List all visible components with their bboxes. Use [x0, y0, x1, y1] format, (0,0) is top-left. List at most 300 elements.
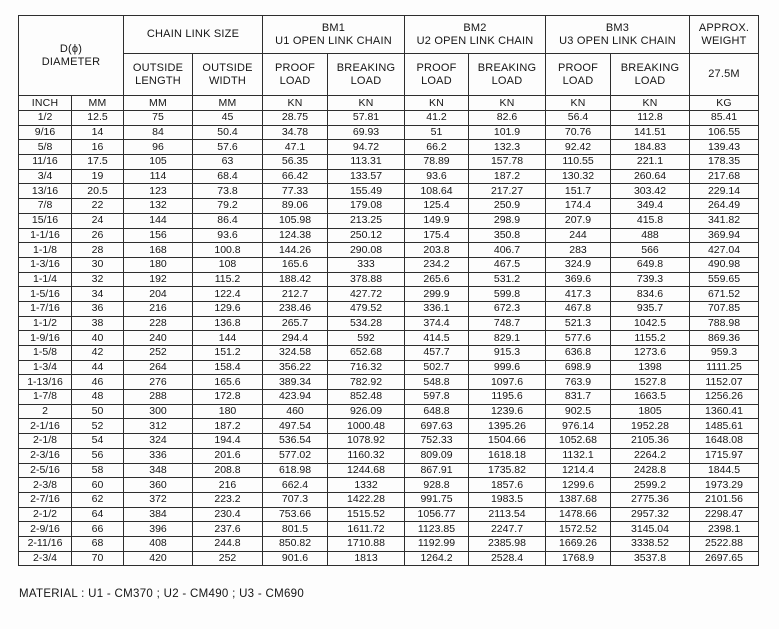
cell-mm: 22: [72, 199, 124, 214]
header-bm1-line1: BM1: [321, 21, 346, 34]
cell-bm1-proof-kn: 577.02: [263, 448, 328, 463]
cell-inch: 1-3/16: [19, 257, 72, 272]
cell-bm2-proof-kn: 457.7: [405, 346, 469, 361]
cell-bm1-breaking-kn: 133.57: [328, 169, 405, 184]
header-row-groups: [19, 16, 759, 54]
cell-bm1-proof-kn: 324.58: [263, 346, 328, 361]
cell-bm2-proof-kn: 809.09: [405, 448, 469, 463]
cell-weight-kg: 1715.97: [690, 448, 759, 463]
cell-outside-width-mm: 151.2: [193, 346, 263, 361]
cell-weight-kg: 671.52: [690, 287, 759, 302]
cell-bm2-breaking-kn: 1097.6: [469, 375, 546, 390]
table-row: [19, 257, 759, 272]
cell-bm2-proof-kn: 93.6: [405, 169, 469, 184]
cell-inch: 1-1/8: [19, 243, 72, 258]
table-row: [19, 301, 759, 316]
cell-bm3-breaking-kn: 2105.36: [611, 434, 690, 449]
breaking-line1: BREAKING: [620, 61, 680, 74]
cell-bm3-proof-kn: 244: [546, 228, 611, 243]
cell-inch: 1-13/16: [19, 375, 72, 390]
cell-weight-kg: 788.98: [690, 316, 759, 331]
cell-bm1-breaking-kn: 1813: [328, 551, 405, 566]
cell-bm1-breaking-kn: 378.88: [328, 272, 405, 287]
cell-outside-length-mm: 384: [124, 507, 193, 522]
cell-weight-kg: 2398.1: [690, 522, 759, 537]
cell-bm3-proof-kn: 1214.4: [546, 463, 611, 478]
cell-bm3-breaking-kn: 1952.28: [611, 419, 690, 434]
cell-bm3-proof-kn: 763.9: [546, 375, 611, 390]
proof-line2: LOAD: [421, 74, 452, 87]
cell-bm2-proof-kn: 1123.85: [405, 522, 469, 537]
cell-mm: 30: [72, 257, 124, 272]
cell-inch: 1-5/16: [19, 287, 72, 302]
cell-bm3-breaking-kn: 2599.2: [611, 478, 690, 493]
cell-bm3-breaking-kn: 141.51: [611, 125, 690, 140]
cell-mm: 19: [72, 169, 124, 184]
cell-outside-width-mm: 57.6: [193, 140, 263, 155]
cell-bm1-breaking-kn: 926.09: [328, 404, 405, 419]
cell-outside-length-mm: 180: [124, 257, 193, 272]
cell-weight-kg: 369.94: [690, 228, 759, 243]
cell-inch: 1-9/16: [19, 331, 72, 346]
cell-bm2-breaking-kn: 1195.6: [469, 390, 546, 405]
cell-bm1-proof-kn: 56.35: [263, 155, 328, 170]
table-row: [19, 448, 759, 463]
cell-weight-kg: 1256.26: [690, 390, 759, 405]
cell-bm2-breaking-kn: 250.9: [469, 199, 546, 214]
cell-outside-width-mm: 68.4: [193, 169, 263, 184]
unit-bm1-proof-kn: KN: [263, 96, 328, 111]
cell-bm3-proof-kn: 467.8: [546, 301, 611, 316]
cell-outside-width-mm: 216: [193, 478, 263, 493]
unit-outside-length-mm: MM: [124, 96, 193, 111]
cell-bm2-proof-kn: 648.8: [405, 404, 469, 419]
cell-bm3-proof-kn: 902.5: [546, 404, 611, 419]
cell-bm3-proof-kn: 1299.6: [546, 478, 611, 493]
cell-bm2-breaking-kn: 1504.66: [469, 434, 546, 449]
cell-inch: 3/4: [19, 169, 72, 184]
cell-weight-kg: 217.68: [690, 169, 759, 184]
cell-bm1-proof-kn: 34.78: [263, 125, 328, 140]
table-row: [19, 199, 759, 214]
cell-bm1-breaking-kn: 333: [328, 257, 405, 272]
cell-bm1-proof-kn: 124.38: [263, 228, 328, 243]
cell-bm1-proof-kn: 497.54: [263, 419, 328, 434]
cell-bm1-breaking-kn: 57.81: [328, 111, 405, 126]
cell-mm: 54: [72, 434, 124, 449]
cell-inch: 13/16: [19, 184, 72, 199]
cell-bm3-proof-kn: 1387.68: [546, 492, 611, 507]
table-row: [19, 419, 759, 434]
header-bm3-proof-load: [546, 54, 611, 96]
cell-mm: 12.5: [72, 111, 124, 126]
cell-outside-length-mm: 168: [124, 243, 193, 258]
cell-outside-length-mm: 324: [124, 434, 193, 449]
cell-bm2-breaking-kn: 406.7: [469, 243, 546, 258]
cell-mm: 26: [72, 228, 124, 243]
proof-line1: PROOF: [274, 61, 316, 74]
cell-bm1-breaking-kn: 213.25: [328, 213, 405, 228]
cell-weight-kg: 106.55: [690, 125, 759, 140]
cell-bm2-breaking-kn: 467.5: [469, 257, 546, 272]
cell-bm3-breaking-kn: 3537.8: [611, 551, 690, 566]
cell-bm3-proof-kn: 1768.9: [546, 551, 611, 566]
cell-inch: 2-3/8: [19, 478, 72, 493]
cell-mm: 38: [72, 316, 124, 331]
table-body: [19, 111, 759, 566]
cell-outside-width-mm: 165.6: [193, 375, 263, 390]
cell-outside-width-mm: 237.6: [193, 522, 263, 537]
cell-outside-width-mm: 79.2: [193, 199, 263, 214]
cell-bm3-proof-kn: 636.8: [546, 346, 611, 361]
cell-outside-width-mm: 158.4: [193, 360, 263, 375]
cell-bm2-proof-kn: 265.6: [405, 272, 469, 287]
cell-bm1-breaking-kn: 1244.68: [328, 463, 405, 478]
cell-mm: 34: [72, 287, 124, 302]
cell-weight-kg: 1648.08: [690, 434, 759, 449]
cell-bm1-breaking-kn: 1422.28: [328, 492, 405, 507]
cell-bm1-proof-kn: 536.54: [263, 434, 328, 449]
cell-outside-width-mm: 100.8: [193, 243, 263, 258]
cell-outside-length-mm: 192: [124, 272, 193, 287]
cell-mm: 58: [72, 463, 124, 478]
cell-outside-length-mm: 84: [124, 125, 193, 140]
cell-bm2-breaking-kn: 82.6: [469, 111, 546, 126]
cell-bm3-breaking-kn: 221.1: [611, 155, 690, 170]
cell-mm: 16: [72, 140, 124, 155]
header-bm2: [405, 16, 546, 54]
header-bm1-line2: U1 OPEN LINK CHAIN: [275, 34, 392, 47]
chain-link-spec-table: [18, 15, 759, 566]
cell-bm2-breaking-kn: 1983.5: [469, 492, 546, 507]
table-row: [19, 404, 759, 419]
cell-bm1-proof-kn: 265.7: [263, 316, 328, 331]
cell-bm3-proof-kn: 577.6: [546, 331, 611, 346]
cell-inch: 2-5/16: [19, 463, 72, 478]
cell-bm2-proof-kn: 175.4: [405, 228, 469, 243]
table-row: [19, 243, 759, 258]
cell-outside-width-mm: 86.4: [193, 213, 263, 228]
cell-bm1-breaking-kn: 94.72: [328, 140, 405, 155]
breaking-line2: LOAD: [634, 74, 666, 87]
cell-outside-width-mm: 63: [193, 155, 263, 170]
cell-bm3-breaking-kn: 649.8: [611, 257, 690, 272]
cell-bm2-breaking-kn: 157.78: [469, 155, 546, 170]
cell-bm3-proof-kn: 1572.52: [546, 522, 611, 537]
cell-bm2-breaking-kn: 1735.82: [469, 463, 546, 478]
cell-bm2-proof-kn: 66.2: [405, 140, 469, 155]
table-row: [19, 272, 759, 287]
breaking-line2: LOAD: [350, 74, 382, 87]
cell-outside-length-mm: 372: [124, 492, 193, 507]
cell-bm1-proof-kn: 618.98: [263, 463, 328, 478]
cell-bm2-proof-kn: 234.2: [405, 257, 469, 272]
cell-bm3-breaking-kn: 349.4: [611, 199, 690, 214]
header-bm2-line1: BM2: [463, 21, 487, 34]
cell-bm2-proof-kn: 108.64: [405, 184, 469, 199]
cell-bm3-proof-kn: 151.7: [546, 184, 611, 199]
cell-bm2-proof-kn: 597.8: [405, 390, 469, 405]
cell-bm1-breaking-kn: 852.48: [328, 390, 405, 405]
cell-bm1-breaking-kn: 1332: [328, 478, 405, 493]
cell-weight-kg: 869.36: [690, 331, 759, 346]
table-row: [19, 155, 759, 170]
cell-bm1-breaking-kn: 1710.88: [328, 536, 405, 551]
cell-outside-length-mm: 396: [124, 522, 193, 537]
cell-mm: 48: [72, 390, 124, 405]
header-approx-weight: [690, 16, 759, 54]
header-approx-weight-line2: WEIGHT: [701, 34, 747, 47]
cell-outside-length-mm: 252: [124, 346, 193, 361]
header-weight-length: 27.5M: [690, 54, 759, 96]
header-chain-link-size: CHAIN LINK SIZE: [124, 16, 263, 54]
cell-bm3-proof-kn: 174.4: [546, 199, 611, 214]
cell-bm2-breaking-kn: 531.2: [469, 272, 546, 287]
cell-bm3-breaking-kn: 112.8: [611, 111, 690, 126]
header-bm2-line2: U2 OPEN LINK CHAIN: [416, 34, 534, 47]
cell-bm3-proof-kn: 207.9: [546, 213, 611, 228]
unit-bm1-breaking-kn: KN: [328, 96, 405, 111]
cell-bm3-proof-kn: 698.9: [546, 360, 611, 375]
cell-mm: 44: [72, 360, 124, 375]
cell-outside-width-mm: 180: [193, 404, 263, 419]
table-row: [19, 331, 759, 346]
cell-bm1-proof-kn: 105.98: [263, 213, 328, 228]
cell-bm2-proof-kn: 1264.2: [405, 551, 469, 566]
cell-bm3-proof-kn: 283: [546, 243, 611, 258]
cell-outside-width-mm: 144: [193, 331, 263, 346]
cell-inch: 1-1/4: [19, 272, 72, 287]
cell-inch: 11/16: [19, 155, 72, 170]
cell-outside-length-mm: 240: [124, 331, 193, 346]
cell-bm2-breaking-kn: 101.9: [469, 125, 546, 140]
header-bm2-proof-load: [405, 54, 469, 96]
cell-bm1-breaking-kn: 652.68: [328, 346, 405, 361]
cell-outside-width-mm: 129.6: [193, 301, 263, 316]
cell-bm1-proof-kn: 212.7: [263, 287, 328, 302]
cell-outside-width-mm: 45: [193, 111, 263, 126]
cell-bm2-breaking-kn: 1618.18: [469, 448, 546, 463]
table-row: [19, 184, 759, 199]
cell-bm1-breaking-kn: 782.92: [328, 375, 405, 390]
cell-outside-width-mm: 187.2: [193, 419, 263, 434]
cell-bm2-breaking-kn: 350.8: [469, 228, 546, 243]
cell-outside-length-mm: 288: [124, 390, 193, 405]
cell-bm2-proof-kn: 502.7: [405, 360, 469, 375]
cell-bm3-proof-kn: 56.4: [546, 111, 611, 126]
cell-bm1-breaking-kn: 250.12: [328, 228, 405, 243]
cell-bm3-proof-kn: 1132.1: [546, 448, 611, 463]
cell-inch: 1-3/4: [19, 360, 72, 375]
cell-weight-kg: 1485.61: [690, 419, 759, 434]
cell-bm3-proof-kn: 130.32: [546, 169, 611, 184]
table-row: [19, 478, 759, 493]
cell-outside-length-mm: 156: [124, 228, 193, 243]
cell-weight-kg: 264.49: [690, 199, 759, 214]
cell-outside-width-mm: 208.8: [193, 463, 263, 478]
material-note: MATERIAL : U1 - CM370 ; U2 - CM490 ; U3 - CM690: [19, 588, 305, 600]
cell-bm1-proof-kn: 47.1: [263, 140, 328, 155]
cell-bm2-proof-kn: 299.9: [405, 287, 469, 302]
cell-mm: 70: [72, 551, 124, 566]
cell-bm1-proof-kn: 850.82: [263, 536, 328, 551]
cell-outside-length-mm: 204: [124, 287, 193, 302]
unit-bm2-breaking-kn: KN: [469, 96, 546, 111]
cell-mm: 17.5: [72, 155, 124, 170]
cell-bm1-proof-kn: 144.26: [263, 243, 328, 258]
cell-bm3-proof-kn: 70.76: [546, 125, 611, 140]
cell-weight-kg: 1152.07: [690, 375, 759, 390]
cell-outside-width-mm: 115.2: [193, 272, 263, 287]
cell-outside-width-mm: 223.2: [193, 492, 263, 507]
proof-line1: PROOF: [557, 61, 599, 74]
header-bm2-breaking-load: [469, 54, 546, 96]
cell-bm2-breaking-kn: 672.3: [469, 301, 546, 316]
cell-bm3-breaking-kn: 2264.2: [611, 448, 690, 463]
table-row: [19, 507, 759, 522]
table-header: [19, 16, 759, 111]
cell-outside-width-mm: 136.8: [193, 316, 263, 331]
cell-mm: 42: [72, 346, 124, 361]
cell-bm3-proof-kn: 1052.68: [546, 434, 611, 449]
cell-bm3-breaking-kn: 2428.8: [611, 463, 690, 478]
cell-bm3-breaking-kn: 935.7: [611, 301, 690, 316]
cell-bm2-proof-kn: 414.5: [405, 331, 469, 346]
cell-bm3-proof-kn: 417.3: [546, 287, 611, 302]
cell-bm2-proof-kn: 548.8: [405, 375, 469, 390]
cell-outside-length-mm: 216: [124, 301, 193, 316]
cell-bm2-proof-kn: 991.75: [405, 492, 469, 507]
header-bm3-line2: U3 OPEN LINK CHAIN: [559, 34, 676, 47]
cell-inch: 1-7/16: [19, 301, 72, 316]
cell-mm: 52: [72, 419, 124, 434]
cell-weight-kg: 341.82: [690, 213, 759, 228]
breaking-line2: LOAD: [491, 74, 523, 87]
cell-bm3-breaking-kn: 1273.6: [611, 346, 690, 361]
table-row: [19, 125, 759, 140]
cell-bm3-breaking-kn: 1805: [611, 404, 690, 419]
proof-line2: LOAD: [279, 74, 311, 87]
cell-weight-kg: 1844.5: [690, 463, 759, 478]
cell-mm: 36: [72, 301, 124, 316]
cell-bm1-proof-kn: 801.5: [263, 522, 328, 537]
cell-outside-length-mm: 228: [124, 316, 193, 331]
cell-outside-length-mm: 105: [124, 155, 193, 170]
header-bm3-breaking-load: [611, 54, 690, 96]
cell-mm: 64: [72, 507, 124, 522]
cell-inch: 2-11/16: [19, 536, 72, 551]
cell-inch: 9/16: [19, 125, 72, 140]
header-diameter: [19, 16, 124, 96]
cell-bm2-breaking-kn: 2385.98: [469, 536, 546, 551]
cell-outside-length-mm: 420: [124, 551, 193, 566]
cell-inch: 7/8: [19, 199, 72, 214]
cell-bm2-proof-kn: 1192.99: [405, 536, 469, 551]
cell-weight-kg: 2697.65: [690, 551, 759, 566]
cell-bm2-proof-kn: 51: [405, 125, 469, 140]
cell-bm3-breaking-kn: 3338.52: [611, 536, 690, 551]
cell-bm1-breaking-kn: 290.08: [328, 243, 405, 258]
cell-weight-kg: 1111.25: [690, 360, 759, 375]
cell-bm2-breaking-kn: 217.27: [469, 184, 546, 199]
cell-bm2-breaking-kn: 187.2: [469, 169, 546, 184]
table-row: [19, 536, 759, 551]
cell-bm3-breaking-kn: 303.42: [611, 184, 690, 199]
unit-outside-width-mm: MM: [193, 96, 263, 111]
header-bm1-breaking-load: [328, 54, 405, 96]
cell-outside-width-mm: 73.8: [193, 184, 263, 199]
cell-bm3-proof-kn: 324.9: [546, 257, 611, 272]
cell-outside-width-mm: 201.6: [193, 448, 263, 463]
cell-outside-length-mm: 336: [124, 448, 193, 463]
cell-bm1-proof-kn: 753.66: [263, 507, 328, 522]
header-diameter-line2: DIAMETER: [41, 55, 101, 68]
cell-inch: 1-1/2: [19, 316, 72, 331]
cell-outside-length-mm: 408: [124, 536, 193, 551]
cell-bm2-proof-kn: 374.4: [405, 316, 469, 331]
cell-weight-kg: 707.85: [690, 301, 759, 316]
unit-diameter-mm: MM: [72, 96, 124, 111]
cell-mm: 56: [72, 448, 124, 463]
cell-bm2-proof-kn: 41.2: [405, 111, 469, 126]
cell-weight-kg: 1360.41: [690, 404, 759, 419]
cell-bm3-proof-kn: 521.3: [546, 316, 611, 331]
cell-bm2-proof-kn: 203.8: [405, 243, 469, 258]
cell-bm3-proof-kn: 831.7: [546, 390, 611, 405]
cell-bm1-proof-kn: 389.34: [263, 375, 328, 390]
cell-outside-width-mm: 50.4: [193, 125, 263, 140]
cell-outside-length-mm: 312: [124, 419, 193, 434]
cell-bm2-breaking-kn: 2528.4: [469, 551, 546, 566]
cell-bm1-proof-kn: 238.46: [263, 301, 328, 316]
breaking-line1: BREAKING: [477, 61, 537, 74]
cell-bm1-breaking-kn: 1000.48: [328, 419, 405, 434]
cell-bm1-breaking-kn: 1160.32: [328, 448, 405, 463]
cell-bm2-breaking-kn: 915.3: [469, 346, 546, 361]
cell-bm1-breaking-kn: 1611.72: [328, 522, 405, 537]
cell-bm1-breaking-kn: 155.49: [328, 184, 405, 199]
cell-inch: 1-1/16: [19, 228, 72, 243]
unit-bm3-breaking-kn: KN: [611, 96, 690, 111]
cell-bm3-breaking-kn: 3145.04: [611, 522, 690, 537]
cell-bm2-proof-kn: 125.4: [405, 199, 469, 214]
cell-bm1-breaking-kn: 534.28: [328, 316, 405, 331]
cell-bm3-breaking-kn: 1398: [611, 360, 690, 375]
cell-inch: 1-5/8: [19, 346, 72, 361]
cell-outside-length-mm: 96: [124, 140, 193, 155]
cell-bm1-proof-kn: 28.75: [263, 111, 328, 126]
cell-inch: 2-3/4: [19, 551, 72, 566]
cell-bm2-breaking-kn: 599.8: [469, 287, 546, 302]
header-bm3: [546, 16, 690, 54]
cell-outside-width-mm: 108: [193, 257, 263, 272]
cell-bm1-proof-kn: 188.42: [263, 272, 328, 287]
breaking-line1: BREAKING: [336, 61, 396, 74]
cell-mm: 46: [72, 375, 124, 390]
header-outside-length: [124, 54, 193, 96]
cell-inch: 5/8: [19, 140, 72, 155]
table-row: [19, 492, 759, 507]
table-row: [19, 316, 759, 331]
cell-bm2-breaking-kn: 2247.7: [469, 522, 546, 537]
cell-mm: 50: [72, 404, 124, 419]
cell-bm2-breaking-kn: 999.6: [469, 360, 546, 375]
header-bm1: [263, 16, 405, 54]
cell-mm: 62: [72, 492, 124, 507]
cell-mm: 60: [72, 478, 124, 493]
table-row: [19, 434, 759, 449]
cell-bm3-breaking-kn: 566: [611, 243, 690, 258]
